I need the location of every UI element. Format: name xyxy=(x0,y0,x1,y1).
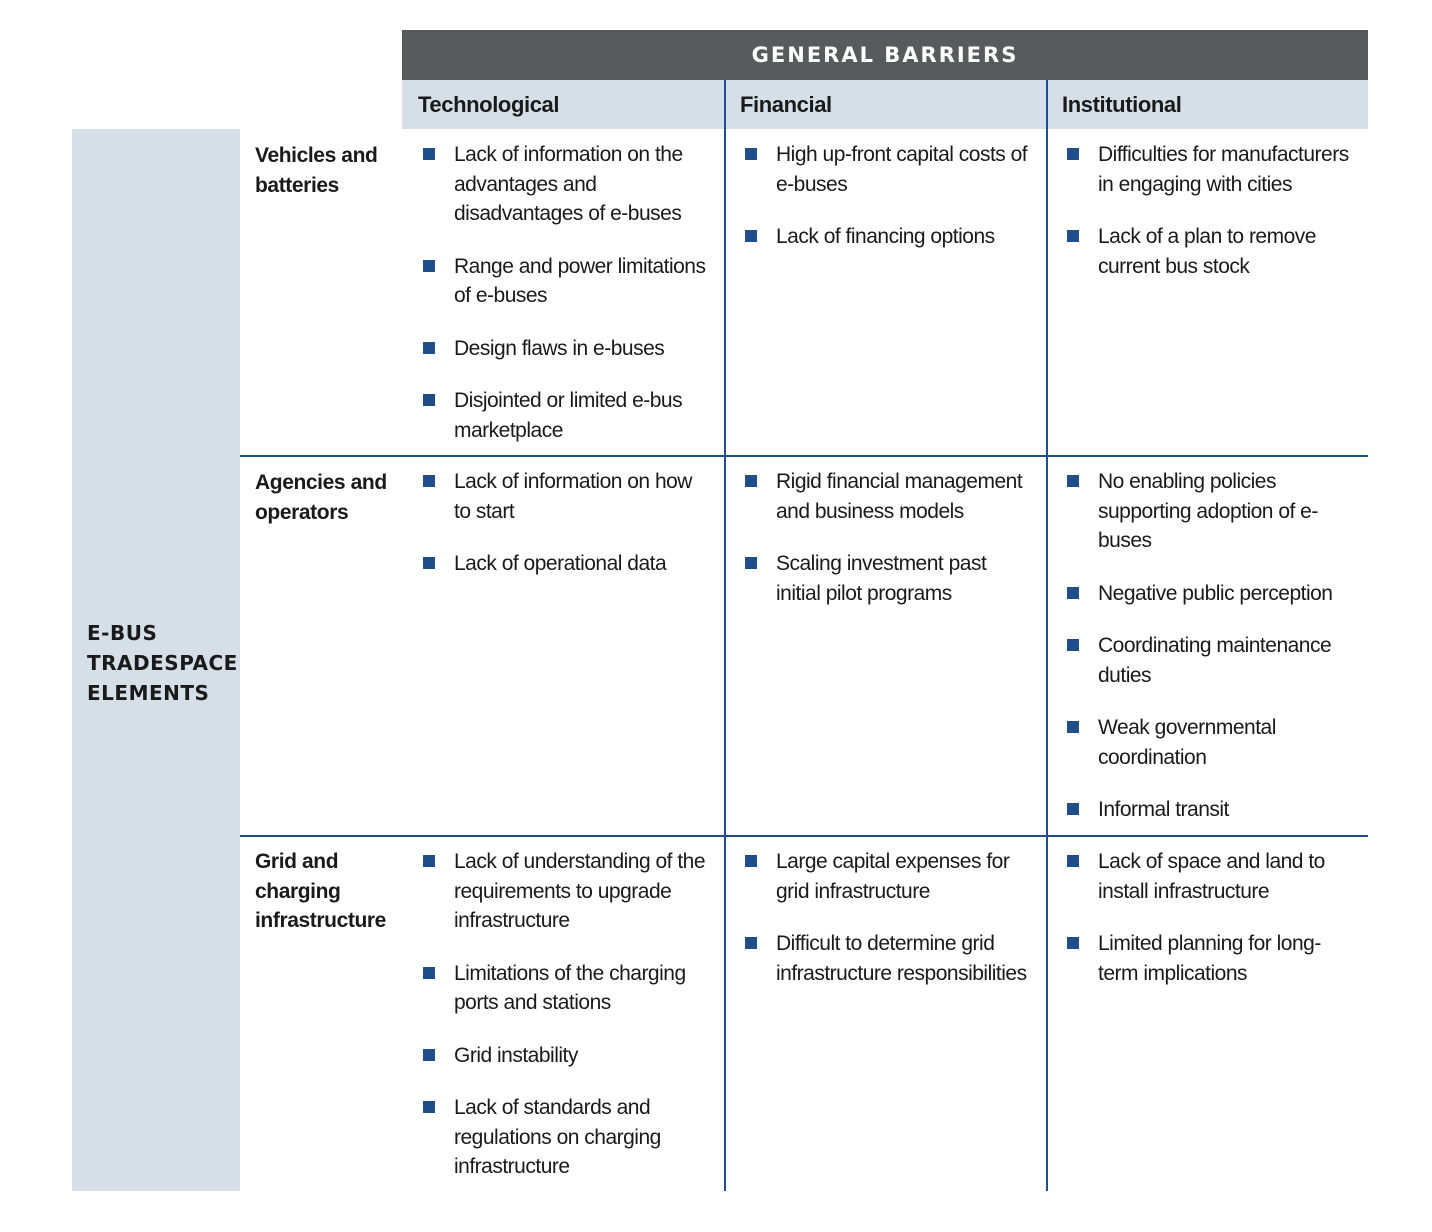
barrier-text: Grid instability xyxy=(454,1043,578,1067)
barrier-item xyxy=(740,222,1030,252)
barrier-text: Limitations of the charging ports and stations xyxy=(454,961,686,1014)
barrier-item xyxy=(740,549,1030,608)
square-bullet-icon xyxy=(1067,855,1079,867)
square-bullet-icon xyxy=(1067,475,1079,487)
barrier-text: Difficulties for manufacturers in engaging with cities xyxy=(1098,143,1349,196)
barrier-text: Large capital expenses for grid infrastructure xyxy=(776,850,1010,903)
cell-agencies-financial xyxy=(740,467,1030,631)
square-bullet-icon xyxy=(745,937,757,949)
square-bullet-icon xyxy=(1067,803,1079,815)
barrier-item xyxy=(418,1041,708,1071)
barrier-item xyxy=(1062,713,1352,772)
square-bullet-icon xyxy=(1067,148,1079,160)
barrier-text: Weak governmental coordination xyxy=(1098,716,1276,769)
square-bullet-icon xyxy=(423,148,435,160)
barrier-text: No enabling policies supporting adoption of e-buses xyxy=(1098,470,1318,552)
barrier-text: Scaling investment past initial pilot programs xyxy=(776,552,987,605)
square-bullet-icon xyxy=(745,475,757,487)
barrier-text: Design flaws in e-buses xyxy=(454,336,665,360)
square-bullet-icon xyxy=(1067,937,1079,949)
square-bullet-icon xyxy=(745,230,757,242)
barrier-text: Range and power limitations of e-buses xyxy=(454,254,706,307)
square-bullet-icon xyxy=(745,557,757,569)
barrier-item xyxy=(418,549,708,579)
tradespace-elements-label: E-BUS TRADESPACE ELEMENTS xyxy=(87,621,238,705)
barrier-item xyxy=(418,252,708,311)
barrier-item xyxy=(418,386,708,445)
column-header-institutional: Institutional xyxy=(1062,91,1182,117)
barrier-item xyxy=(1062,795,1352,825)
barrier-text: Disjointed or limited e-bus marketplace xyxy=(454,389,683,442)
barrier-item xyxy=(418,847,708,936)
cell-vehicles-technological xyxy=(418,140,708,468)
barrier-text: Informal transit xyxy=(1098,798,1229,821)
barrier-text: Lack of standards and regulations on charging infrastructure xyxy=(454,1096,661,1178)
barrier-item xyxy=(418,140,708,229)
barrier-text: Lack of information on the advantages and disadvantages of e-buses xyxy=(454,143,683,225)
barrier-item xyxy=(740,467,1030,526)
square-bullet-icon xyxy=(423,475,435,487)
square-bullet-icon xyxy=(1067,587,1079,599)
row-label-vehicles-batteries: Vehicles and batteries xyxy=(255,144,378,197)
barrier-item xyxy=(740,929,1030,988)
general-barriers-header: GENERAL BARRIERS xyxy=(402,30,1368,80)
square-bullet-icon xyxy=(423,394,435,406)
barrier-item xyxy=(418,467,708,526)
square-bullet-icon xyxy=(745,148,757,160)
row-label-grid-charging: Grid and charging infrastructure xyxy=(255,850,386,932)
cell-agencies-technological xyxy=(418,467,708,602)
barrier-item xyxy=(418,1093,708,1182)
barrier-text: Lack of operational data xyxy=(454,552,667,575)
barrier-item xyxy=(1062,929,1352,988)
square-bullet-icon xyxy=(423,342,435,354)
barrier-text: Limited planning for long-term implications xyxy=(1098,932,1321,985)
square-bullet-icon xyxy=(1067,639,1079,651)
barrier-item xyxy=(740,847,1030,906)
square-bullet-icon xyxy=(423,557,435,569)
barrier-item xyxy=(740,140,1030,199)
barrier-text: Difficult to determine grid infrastructure responsibilities xyxy=(776,932,1027,985)
cell-vehicles-institutional xyxy=(1062,140,1352,304)
barrier-text: Lack of financing options xyxy=(776,225,995,248)
barrier-item xyxy=(1062,631,1352,690)
barrier-item xyxy=(1062,140,1352,199)
barrier-item xyxy=(1062,467,1352,556)
barrier-item xyxy=(1062,222,1352,281)
barrier-item xyxy=(1062,579,1352,609)
barrier-text: Lack of a plan to remove current bus stock xyxy=(1098,225,1316,278)
column-divider xyxy=(724,80,726,1191)
square-bullet-icon xyxy=(745,855,757,867)
square-bullet-icon xyxy=(1067,230,1079,242)
barrier-text: Rigid financial management and business models xyxy=(776,470,1023,523)
square-bullet-icon xyxy=(423,1101,435,1113)
square-bullet-icon xyxy=(1067,721,1079,733)
square-bullet-icon xyxy=(423,967,435,979)
cell-agencies-institutional xyxy=(1062,467,1352,848)
barrier-item xyxy=(1062,847,1352,906)
barrier-text: Lack of space and land to install infrastructure xyxy=(1098,850,1325,903)
barrier-text: Negative public perception xyxy=(1098,581,1333,605)
cell-grid-institutional xyxy=(1062,847,1352,1011)
barrier-text: Coordinating maintenance duties xyxy=(1098,634,1332,687)
barrier-text: Lack of understanding of the requirements to upgrade infrastructure xyxy=(454,850,706,932)
cell-grid-financial xyxy=(740,847,1030,1011)
column-header-financial: Financial xyxy=(740,91,832,117)
barrier-item xyxy=(418,334,708,364)
barrier-item xyxy=(418,959,708,1018)
square-bullet-icon xyxy=(423,260,435,272)
row-label-agencies-operators: Agencies and operators xyxy=(255,471,387,524)
row-divider xyxy=(240,455,1368,457)
cell-vehicles-financial xyxy=(740,140,1030,275)
column-header-technological: Technological xyxy=(418,91,560,117)
cell-grid-technological xyxy=(418,847,708,1205)
square-bullet-icon xyxy=(423,1049,435,1061)
barrier-text: Lack of information on how to start xyxy=(454,470,692,523)
column-divider xyxy=(1046,80,1048,1191)
square-bullet-icon xyxy=(423,855,435,867)
barrier-text: High up-front capital costs of e-buses xyxy=(776,143,1028,196)
